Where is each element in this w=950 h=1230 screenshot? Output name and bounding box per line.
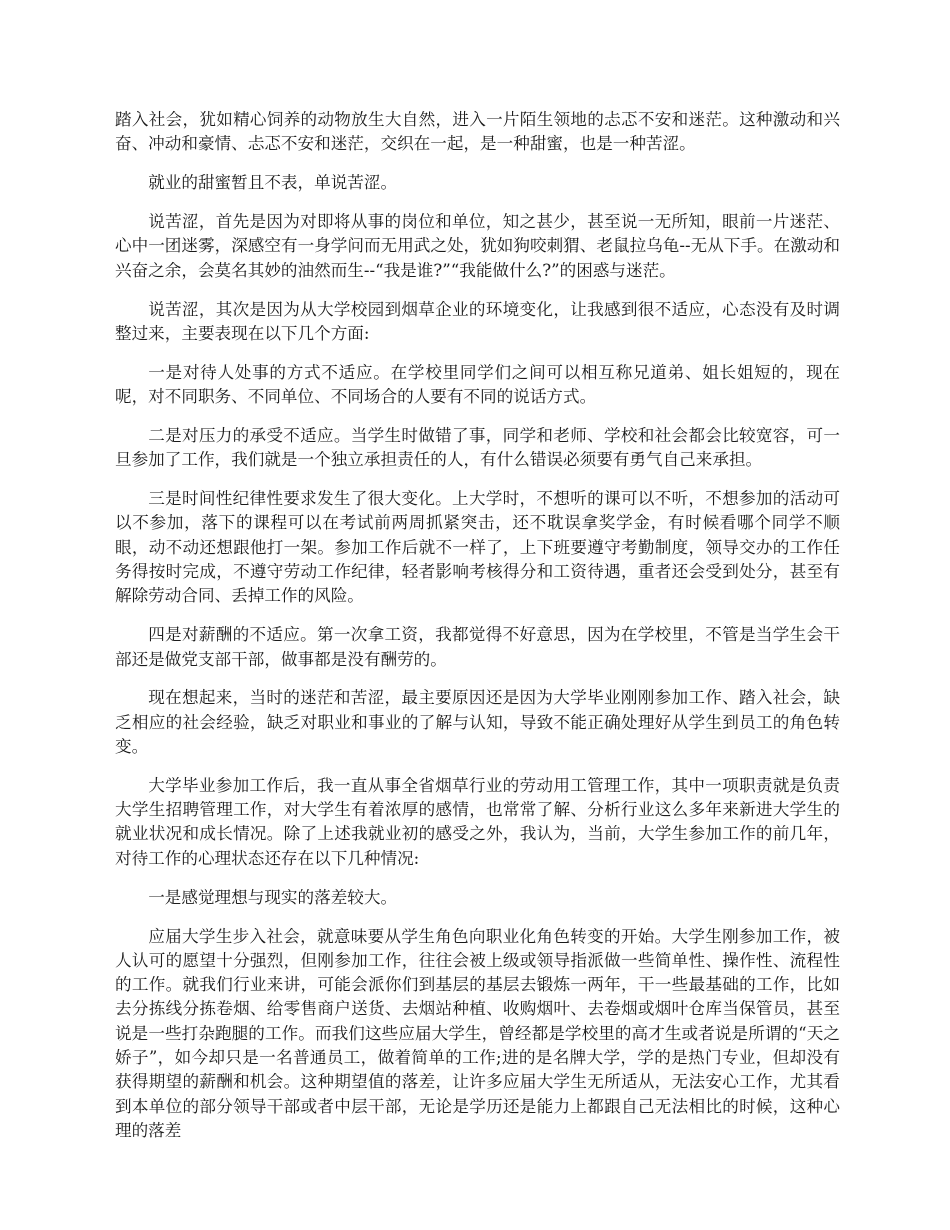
- paragraph-3: 说苦涩，首先是因为对即将从事的岗位和单位，知之甚少，甚至说一无所知，眼前一片迷茫、心中一团迷雾，深感空有一身学问而无用武之处，犹如狗咬刺猬、老鼠拉乌龟--无从下手。在激动和兴奋之余，会莫名其妙的油然而生--“我是谁?”“我能做什么?”的困惑与迷茫。: [115, 212, 840, 280]
- paragraph-11: 一是感觉理想与现实的落差较大。: [148, 887, 398, 907]
- paragraph-6: 二是对压力的承受不适应。当学生时做错了事，同学和老师、学校和社会都会比较宽容，可一旦参加了工作，我们就是一个独立承担责任的人，有什么错误必须要有勇气自己来承担。: [115, 425, 840, 470]
- paragraph-7: 三是时间性纪律性要求发生了很大变化。上大学时，不想听的课可以不听，不想参加的活动可以不参加，落下的课程可以在考试前两周抓紧突击，还不耽误拿奖学金，有时候看哪个同学不顺眼，动不动还想跟他打一架。参加工作后就不一样了，上下班要遵守考勤制度，领导交办的工作任务得按时完成，不遵守劳动工作纪律，轻者影响考核得分和工资待遇，重者还会受到处分，甚至有解除劳动合同、丢掉工作的风险。: [115, 489, 840, 606]
- paragraph-9: 现在想起来，当时的迷茫和苦涩，最主要原因还是因为大学毕业刚刚参加工作、踏入社会，缺乏相应的社会经验，缺乏对职业和事业的了解与认知，导致不能正确处理好从学生到员工的角色转变。: [115, 688, 840, 756]
- paragraph-12: 应届大学生步入社会，就意味要从学生角色向职业化角色转变的开始。大学生刚参加工作，被人认可的愿望十分强烈，但刚参加工作，往往会被上级或领导指派做一些简单性、操作性、流程性的工作。就我们行业来讲，可能会派你们到基层的基层去锻炼一两年，干一些最基础的工作，比如去分拣线分拣卷烟、给零售商户送货、去烟站种植、收购烟叶、去卷烟或烟叶仓库当保管员，甚至说是一些打杂跑腿的工作。而我们这些应届大学生，曾经都是学校里的高才生或者说是所谓的“天之娇子”，如今却只是一名普通员工，做着简单的工作;进的是名牌大学，学的是热门专业，但却没有获得期望的薪酬和机会。这种期望值的落差，让许多应届大学生无所适从，无法安心工作，尤其看到本单位的部分领导干部或者中层干部，无论是学历还是能力上都跟自己无法相比的时候，这种心理的落差: [115, 926, 840, 1140]
- paragraph-1: 踏入社会，犹如精心饲养的动物放生大自然，进入一片陌生领地的忐忑不安和迷茫。这种激动和兴奋、冲动和豪情、忐忑不安和迷茫，交织在一起，是一种甜蜜，也是一种苦涩。: [115, 110, 840, 154]
- paragraph-8: 四是对薪酬的不适应。第一次拿工资，我都觉得不好意思，因为在学校里，不管是当学生会干部还是做党支部干部，做事都是没有酬劳的。: [115, 625, 840, 669]
- paragraph-10: 大学毕业参加工作后，我一直从事全省烟草行业的劳动用工管理工作，其中一项职责就是负责大学生招聘管理工作，对大学生有着浓厚的感情，也常常了解、分析行业这么多年来新进大学生的就业状况和成长情况。除了上述我就业初的感受之外，我认为，当前，大学生参加工作的前几年，对待工作的心理状态还存在以下几种情况:: [115, 775, 840, 868]
- paragraph-5: 一是对待人处事的方式不适应。在学校里同学们之间可以相互称兄道弟、姐长姐短的，现在呢，对不同职务、不同单位、不同场合的人要有不同的说话方式。: [115, 362, 840, 407]
- paragraph-2: 就业的甜蜜暂且不表，单说苦涩。: [148, 173, 398, 193]
- paragraph-4: 说苦涩，其次是因为从大学校园到烟草企业的环境变化，让我感到很不适应，心态没有及时调整过来，主要表现在以下几个方面:: [115, 299, 840, 343]
- article-body: [115, 108, 840, 1143]
